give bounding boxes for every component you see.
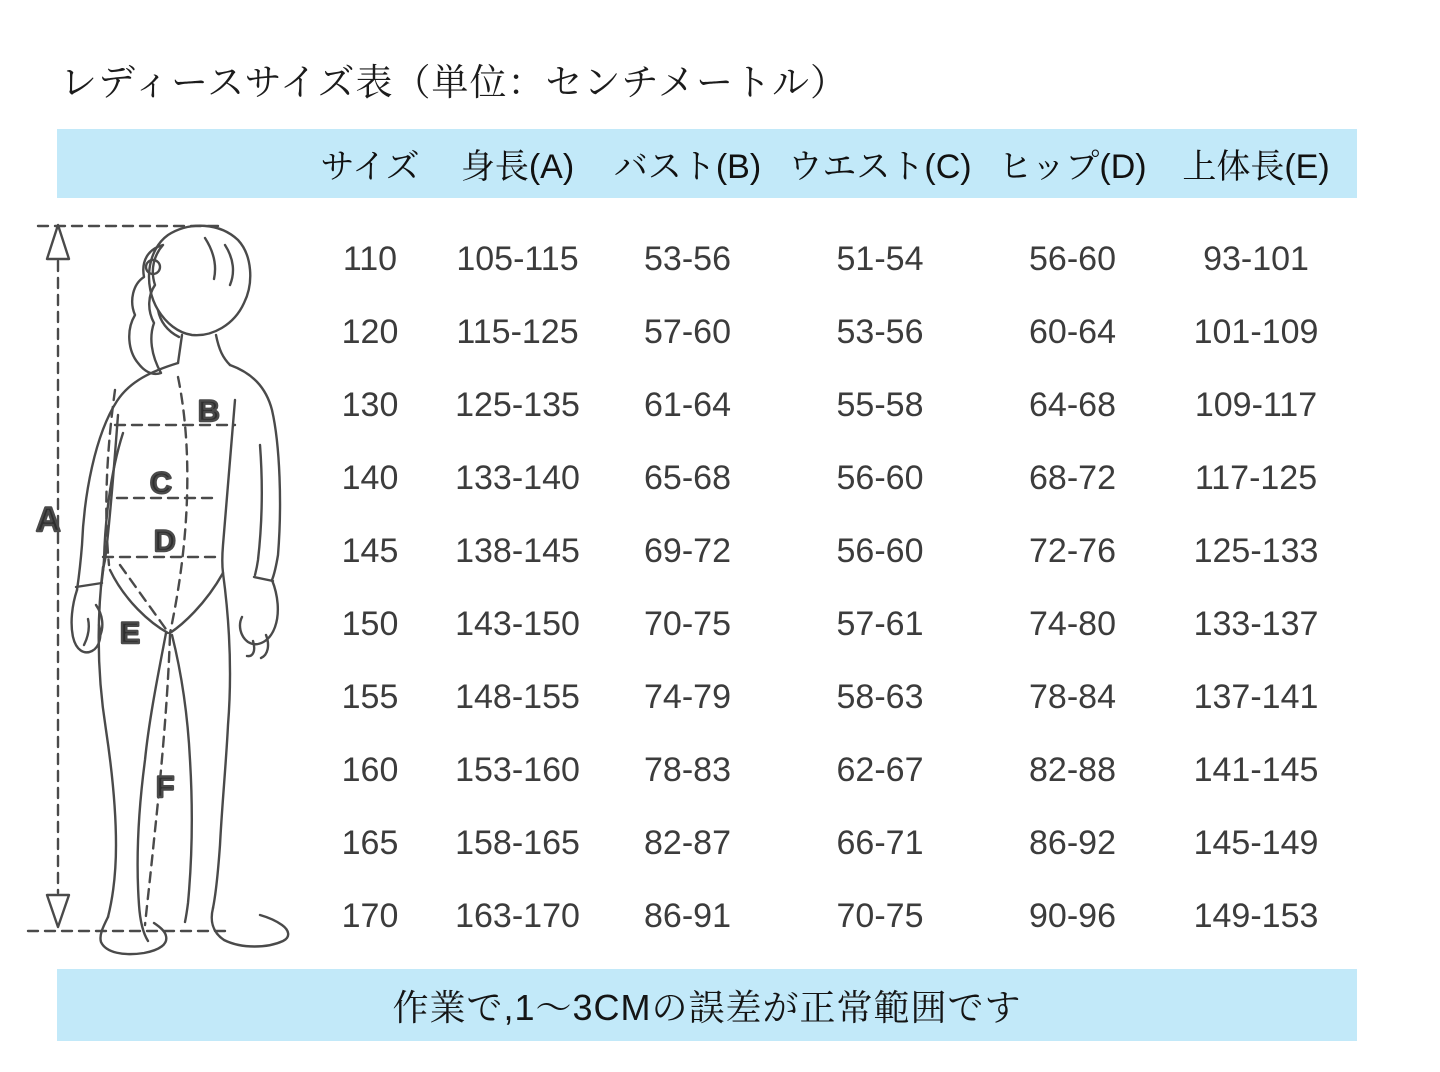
table-row bbox=[310, 369, 1357, 442]
cell-bust: 53-56 bbox=[644, 240, 731, 278]
cell-bust: 65-68 bbox=[644, 459, 731, 497]
table-row bbox=[310, 734, 1357, 807]
cell-size: 170 bbox=[341, 897, 399, 935]
column-header-height: 身長(A) bbox=[460, 148, 575, 186]
cell-torso: 137-141 bbox=[1193, 678, 1319, 716]
cell-size: 140 bbox=[341, 459, 399, 497]
cell-size: 110 bbox=[342, 240, 398, 278]
cell-height: 158-165 bbox=[455, 824, 580, 862]
body-measurement-figure bbox=[20, 205, 310, 965]
cell-waist: 58-63 bbox=[836, 678, 924, 716]
cell-torso: 93-101 bbox=[1203, 240, 1309, 278]
cell-size: 160 bbox=[341, 751, 399, 789]
cell-hip: 82-88 bbox=[1029, 751, 1116, 789]
table-row bbox=[310, 588, 1357, 661]
cell-size: 145 bbox=[341, 532, 399, 570]
cell-bust: 61-64 bbox=[644, 386, 731, 424]
cell-hip: 74-80 bbox=[1029, 605, 1116, 643]
cell-torso: 117-125 bbox=[1194, 459, 1318, 497]
cell-bust: 57-60 bbox=[644, 313, 731, 351]
cell-height: 143-150 bbox=[455, 605, 580, 643]
figure-label-b: B bbox=[198, 395, 220, 428]
cell-bust: 69-72 bbox=[644, 532, 731, 570]
cell-hip: 90-96 bbox=[1029, 897, 1116, 935]
cell-bust: 78-83 bbox=[644, 751, 731, 789]
cell-hip: 78-84 bbox=[1029, 678, 1116, 716]
cell-hip: 68-72 bbox=[1029, 459, 1116, 497]
cell-size: 165 bbox=[341, 824, 399, 862]
cell-bust: 82-87 bbox=[644, 824, 731, 862]
column-header-waist: ウエスト(C) bbox=[788, 148, 972, 186]
cell-size: 120 bbox=[341, 313, 399, 351]
cell-hip: 64-68 bbox=[1029, 386, 1116, 424]
cell-waist: 56-60 bbox=[836, 459, 924, 497]
table-row bbox=[310, 661, 1357, 734]
cell-height: 125-135 bbox=[455, 386, 580, 424]
column-header-bust: バスト(B) bbox=[613, 148, 762, 186]
table-row bbox=[310, 442, 1357, 515]
cell-waist: 70-75 bbox=[836, 897, 924, 935]
cell-bust: 74-79 bbox=[644, 678, 731, 716]
cell-torso: 125-133 bbox=[1193, 532, 1319, 570]
column-header-size: サイズ bbox=[320, 148, 420, 186]
cell-waist: 53-56 bbox=[836, 313, 924, 351]
cell-height: 138-145 bbox=[455, 532, 580, 570]
cell-hip: 56-60 bbox=[1029, 240, 1116, 278]
figure-head bbox=[129, 226, 250, 374]
column-header-hip: ヒップ(D) bbox=[998, 148, 1147, 186]
tolerance-note-band bbox=[57, 969, 1357, 1041]
cell-hip: 72-76 bbox=[1029, 532, 1116, 570]
cell-torso: 133-137 bbox=[1193, 605, 1319, 643]
figure-label-d: D bbox=[154, 525, 176, 558]
page-title: レディースサイズ表（単位：センチメートル） bbox=[60, 62, 849, 103]
cell-waist: 62-67 bbox=[836, 751, 924, 789]
cell-size: 150 bbox=[341, 605, 399, 643]
cell-torso: 101-109 bbox=[1193, 313, 1319, 351]
table-row bbox=[310, 880, 1357, 953]
measurement-diagram bbox=[20, 205, 310, 965]
figure-label-c: C bbox=[150, 467, 172, 500]
cell-torso: 149-153 bbox=[1193, 897, 1319, 935]
table-row bbox=[310, 515, 1357, 588]
cell-waist: 55-58 bbox=[836, 386, 924, 424]
figure-label-e: E bbox=[120, 617, 141, 650]
table-row bbox=[310, 223, 1357, 296]
cell-height: 133-140 bbox=[455, 459, 580, 497]
cell-waist: 51-54 bbox=[836, 240, 924, 278]
measurement-dashed-lines bbox=[103, 377, 235, 925]
cell-height: 153-160 bbox=[455, 751, 580, 789]
table-row bbox=[310, 807, 1357, 880]
cell-torso: 109-117 bbox=[1194, 386, 1318, 424]
figure-label-f: F bbox=[156, 771, 175, 804]
table-header-row bbox=[57, 129, 1357, 198]
cell-size: 155 bbox=[341, 678, 399, 716]
cell-waist: 66-71 bbox=[836, 824, 924, 862]
table-row bbox=[310, 296, 1357, 369]
cell-height: 105-115 bbox=[456, 240, 579, 278]
cell-waist: 57-61 bbox=[836, 605, 924, 643]
figure-arms bbox=[72, 335, 280, 658]
height-guide-lines bbox=[28, 226, 225, 931]
cell-waist: 56-60 bbox=[836, 532, 924, 570]
cell-bust: 70-75 bbox=[644, 605, 731, 643]
cell-hip: 60-64 bbox=[1029, 313, 1116, 351]
tolerance-note: 作業で,1～3CMの誤差が正常範囲です bbox=[392, 986, 1022, 1028]
cell-height: 148-155 bbox=[455, 678, 580, 716]
figure-label-a: A bbox=[36, 501, 61, 539]
column-header-torso: 上体長(E) bbox=[1182, 148, 1330, 186]
cell-size: 130 bbox=[341, 386, 399, 424]
cell-torso: 145-149 bbox=[1193, 824, 1319, 862]
cell-torso: 141-145 bbox=[1193, 751, 1319, 789]
size-table-body bbox=[310, 223, 1357, 953]
cell-height: 115-125 bbox=[456, 313, 579, 351]
cell-height: 163-170 bbox=[455, 897, 580, 935]
cell-bust: 86-91 bbox=[644, 897, 731, 935]
cell-hip: 86-92 bbox=[1029, 824, 1116, 862]
